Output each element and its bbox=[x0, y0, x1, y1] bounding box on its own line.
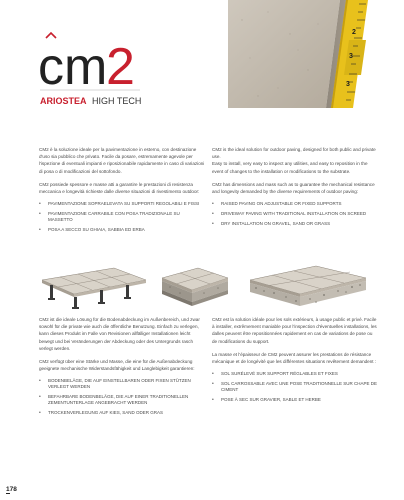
tape-mark-3a: 3 bbox=[349, 53, 353, 60]
screed-paving-illustration bbox=[158, 262, 232, 310]
fr-list-item: • SOL SURÉLEVÉ SUR SUPPORT RÉGLABLES ET FIXES bbox=[212, 371, 378, 377]
fr-list-item: • SOL CARROSSABLE AVEC UNE POSE TRADITIONNELLE SUR CHAPE DE CIMENT bbox=[212, 381, 378, 393]
english-text-column bbox=[212, 146, 378, 231]
it-list bbox=[39, 201, 205, 233]
fr-list-item: • POSE À SEC SUR GRAVIER, SABLE ET HERBE bbox=[212, 397, 378, 403]
de-list bbox=[39, 378, 205, 416]
de-list-item: • BEFAHRBARE BODENBELÄGE, DIE AUF EINER TRADITIONELLEN ZEMENTUNTERLAGE ANGEBRACHT WERDEN bbox=[39, 394, 205, 406]
logo-2: 2 bbox=[106, 38, 135, 96]
en-list-item: • RAISED PAVING ON ADJUSTABLE OR FIXED SUPPORTS bbox=[212, 201, 378, 207]
tape-mark-3b: 3 bbox=[346, 81, 350, 88]
en-paragraph-3: CM2 has dimensions and mass such as to guarantee the mechanical resistance and longevity demanded by the diverse requirements of outdoor paving: bbox=[212, 181, 375, 195]
raised-paving-illustration bbox=[38, 262, 150, 310]
de-list-item: • BODENBELÄGE, DIE AUF EINSTELLBAREN ODER FIXEN STÜTZEN VERLEGT WERDEN bbox=[39, 378, 205, 390]
de-paragraph-2: CM2 verfügt über eine Stärke und Masse, die eine für die Außenabdeckung geeignete mechanische Widerstandsfähigkeit und Langlebigkeit garantieren: bbox=[39, 359, 195, 372]
page-number-underline bbox=[6, 493, 10, 494]
it-list-item: • POSA A SECCO SU GHIAIA, SABBIA ED ERBA bbox=[39, 227, 205, 233]
it-paragraph-1: CM2 è la soluzione ideale per la pavimentazione in esterno, con destinazione d'uso sia pubblico che privato. Facile da posare, estremamente agevole per l'ispezione di eventuali impianti e riposizionabile rapidamente in caso di variazioni di posa o di modificazioni del sottofondo. bbox=[39, 147, 205, 174]
it-paragraph-2: CM2 possiede spessore e masse atti a garantire le prestazioni di resistenza meccanica e longevità richieste dalle diverse situazioni di rivestimento outdoor: bbox=[39, 181, 200, 195]
tile-with-tape-image bbox=[228, 0, 404, 108]
tape-mark-2: 2 bbox=[352, 29, 356, 36]
logo-subbrand: HIGH TECH bbox=[92, 96, 142, 106]
en-list bbox=[212, 201, 378, 227]
fr-paragraph-1: CM2 est la solution idéale pour les sols extérieurs, à usage public et privé. Facile à installer, extrêmement maniable pour l'inspection d'éventuelles installations, les dalles peuvent être repositionnées rapidement en cas de variations de pose ou de modifications du support. bbox=[212, 317, 377, 344]
cm2-logo bbox=[36, 28, 166, 112]
hero-photo bbox=[228, 0, 404, 108]
fr-paragraph-2: La masse et l'épaisseur de CM2 peuvent assurer les prestations de résistance mécanique et de longévité que les différentes situations revêtement demandent : bbox=[212, 351, 377, 365]
german-text-column bbox=[39, 316, 205, 420]
fr-list bbox=[212, 371, 378, 403]
en-list-item: • DRIVEWAY PAVING WITH TRADITIONAL INSTALLATION ON SCREED bbox=[212, 211, 378, 217]
de-list-item: • TROCKENVERLEGUNG AUF KIES, SAND ODER GRAS bbox=[39, 410, 205, 416]
french-text-column bbox=[212, 316, 378, 407]
en-paragraph-2: Easy to install, very easy to inspect any utilities, and easy to reposition in the event of changes to the installation or modifications to the substrate. bbox=[212, 161, 368, 174]
it-list-item: • PAVIMENTAZIONE CARRABILE CON POSA TRADIZIONALE SU MASSETTO bbox=[39, 211, 205, 223]
gravel-installation-illustration bbox=[246, 262, 370, 310]
it-list-item: • PAVIMENTAZIONE SOPRAELEVATA SU SUPPORTI REGOLABILI E FISSI bbox=[39, 201, 205, 207]
de-paragraph-1: CM2 ist die ideale Lösung für die Bodenabdeckung im Außenbereich, und zwar sowohl für die private wie auch die öffentliche Benutzung. Einfach zu verlegen, kann dieses Produkt im Falle von Revisionen allfälliger Installationen leicht bewegt und bei Veränderungen der Abdeckung oder des Untergrunds rasch verlegt werden. bbox=[39, 317, 200, 351]
logo-cm: cm bbox=[38, 38, 108, 96]
page-number: 178 bbox=[6, 486, 17, 493]
logo-company: ARIOSTEA bbox=[40, 96, 87, 106]
en-paragraph-1: CM2 is the ideal solution for outdoor paving, designed for both public and private use. bbox=[212, 147, 376, 160]
italian-text-column bbox=[39, 146, 205, 237]
en-list-item: • DRY INSTALLATION ON GRAVEL, SAND OR GRASS bbox=[212, 221, 378, 227]
